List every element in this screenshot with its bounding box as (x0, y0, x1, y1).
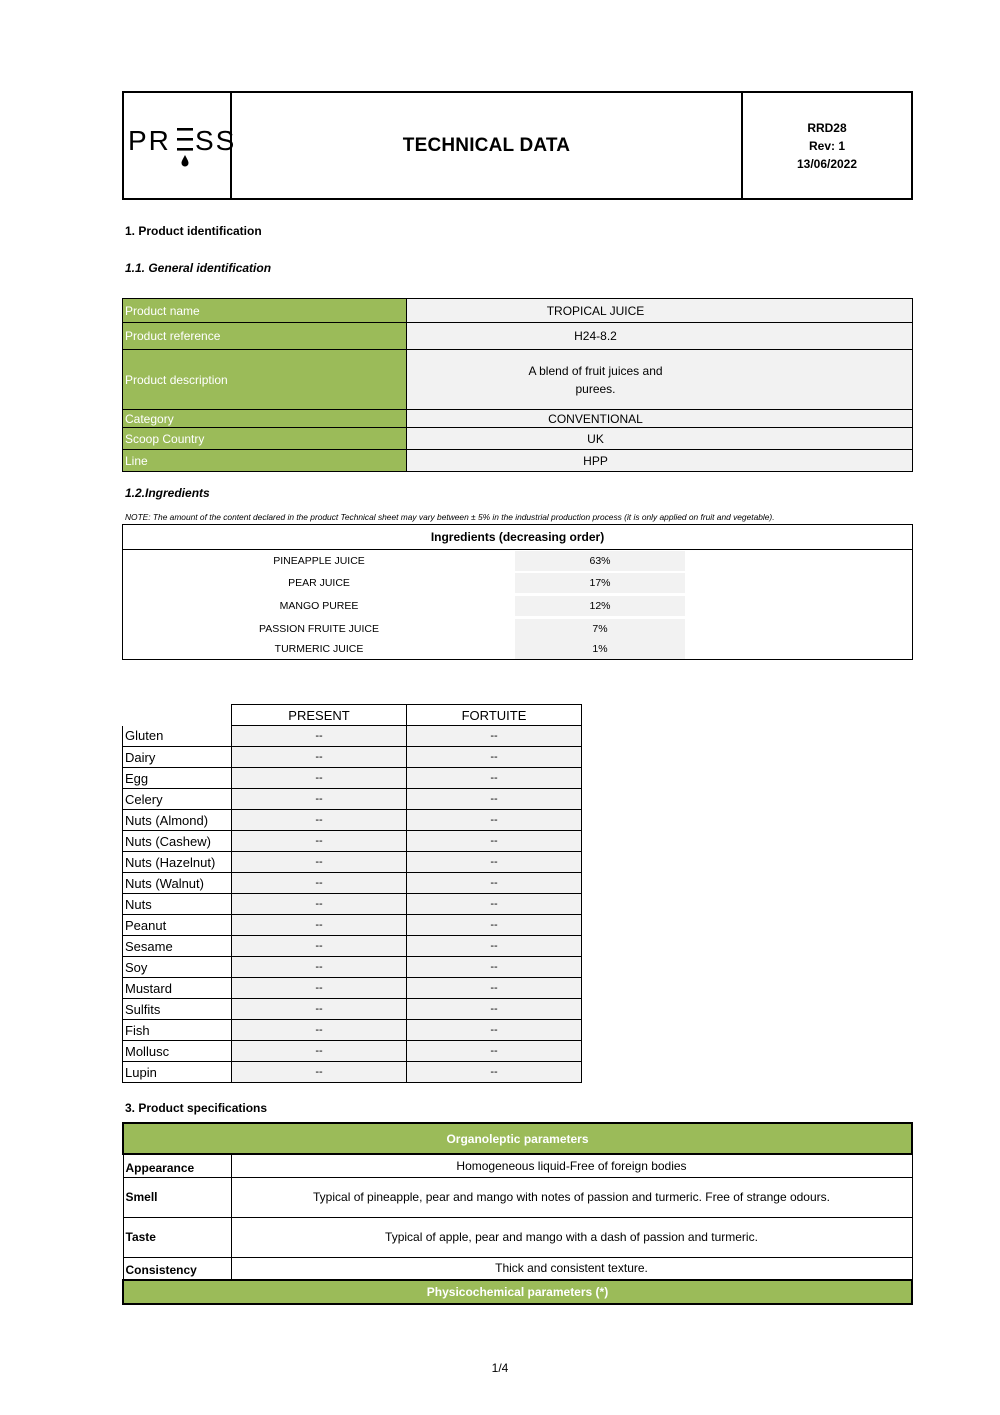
row-value: UK (407, 428, 913, 450)
subsection-general-identification: 1.1. General identification (125, 261, 272, 275)
document-header (122, 91, 913, 200)
allergen-fortuite: -- (407, 831, 582, 852)
ingredient-percentage: 63% (515, 551, 685, 571)
ingredients-table (122, 524, 913, 660)
allergen-name: Peanut (123, 915, 232, 936)
table-row (123, 1217, 912, 1257)
allergen-fortuite: -- (407, 726, 582, 747)
table-row (123, 410, 913, 428)
row-label: Product name (123, 299, 407, 323)
allergen-name: Nuts (123, 894, 232, 915)
allergen-present: -- (232, 1020, 407, 1041)
row-value: TROPICAL JUICE (407, 299, 913, 323)
allergen-present: -- (232, 936, 407, 957)
row-label: Product description (123, 350, 407, 410)
allergen-name: Fish (123, 1020, 232, 1041)
table-row (123, 957, 582, 978)
page-number: 1/4 (491, 1361, 509, 1375)
table-row (123, 831, 582, 852)
list-item (123, 596, 685, 616)
table-row (123, 1020, 582, 1041)
doc-date: 13/06/2022 (796, 156, 858, 171)
allergens-header-row (123, 705, 582, 726)
ingredient-name: MANGO PUREE (279, 600, 359, 612)
allergen-name: Gluten (123, 726, 232, 747)
allergen-fortuite: -- (407, 1041, 582, 1062)
allergen-name: Nuts (Cashew) (123, 831, 232, 852)
table-row (123, 450, 913, 472)
allergen-name: Sulfits (123, 999, 232, 1020)
ingredients-note: NOTE: The amount of the content declared in the product Technical sheet may vary between ± 5% in the industrial production process (it is only applied on fruit and vegetable). (125, 512, 775, 522)
allergen-fortuite: -- (407, 768, 582, 789)
allergen-present: -- (232, 894, 407, 915)
ingredient-name: TURMERIC JUICE (274, 643, 364, 655)
allergen-present: -- (232, 999, 407, 1020)
table-row (123, 1123, 912, 1154)
table-row (123, 1280, 912, 1304)
spec-value: Typical of apple, pear and mango with a dash of passion and turmeric. (231, 1217, 912, 1257)
general-identification-table (122, 298, 913, 472)
allergen-fortuite: -- (407, 1020, 582, 1041)
document-meta (741, 93, 911, 198)
spec-label: Consistency (123, 1257, 231, 1280)
allergen-name: Egg (123, 768, 232, 789)
allergen-name: Soy (123, 957, 232, 978)
allergen-fortuite: -- (407, 747, 582, 768)
ingredient-percentage: 7% (515, 619, 685, 639)
ingredient-name: PASSION FRUITE JUICE (259, 623, 379, 635)
table-row (123, 1177, 912, 1217)
allergen-present: -- (232, 852, 407, 873)
list-item (123, 619, 685, 639)
allergen-present: -- (232, 873, 407, 894)
table-row (123, 978, 582, 999)
table-row (123, 873, 582, 894)
row-value: HPP (407, 450, 913, 472)
table-row (123, 323, 913, 350)
allergen-name: Mustard (123, 978, 232, 999)
allergen-name: Sesame (123, 936, 232, 957)
allergen-name: Nuts (Hazelnut) (123, 852, 232, 873)
spec-value: Typical of pineapple, pear and mango with notes of passion and turmeric. Free of strange odours. (231, 1177, 912, 1217)
row-label: Category (123, 410, 407, 428)
spec-label: Taste (123, 1217, 231, 1257)
allergen-fortuite: -- (407, 1062, 582, 1083)
ingredient-name: PINEAPPLE JUICE (273, 555, 365, 567)
table-row (123, 1062, 582, 1083)
spec-value: Thick and consistent texture. (231, 1257, 912, 1280)
ingredient-name: PEAR JUICE (288, 577, 350, 589)
subsection-ingredients: 1.2.Ingredients (125, 486, 210, 500)
allergens-table (122, 704, 582, 1083)
ingredient-percentage: 17% (515, 573, 685, 593)
doc-code: RRD28 (807, 120, 847, 135)
organoleptic-header: Organoleptic parameters (123, 1123, 912, 1154)
row-label: Scoop Country (123, 428, 407, 450)
allergen-present: -- (232, 810, 407, 831)
allergen-present: -- (232, 957, 407, 978)
allergen-fortuite: -- (407, 999, 582, 1020)
spec-label: Smell (123, 1177, 231, 1217)
list-item (123, 573, 685, 593)
allergen-fortuite: -- (407, 915, 582, 936)
allergen-present: -- (232, 1041, 407, 1062)
allergen-present: -- (232, 726, 407, 747)
table-row (123, 428, 913, 450)
allergen-name: Celery (123, 789, 232, 810)
document-title: TECHNICAL DATA (402, 134, 571, 156)
table-row (123, 936, 582, 957)
allergen-present: -- (232, 747, 407, 768)
allergen-name: Mollusc (123, 1041, 232, 1062)
physicochemical-header: Physicochemical parameters (*) (123, 1280, 912, 1304)
press-logo-icon (128, 124, 237, 168)
table-row (123, 810, 582, 831)
svg-text:PR: PR (128, 124, 171, 156)
col-fortuite: FORTUITE (407, 705, 582, 726)
table-row (123, 350, 913, 410)
allergen-fortuite: -- (407, 936, 582, 957)
table-row (123, 1257, 912, 1280)
ingredient-percentage: 12% (515, 596, 685, 616)
table-row (123, 1041, 582, 1062)
allergen-present: -- (232, 789, 407, 810)
table-row (123, 1154, 912, 1177)
table-row (123, 915, 582, 936)
row-label: Line (123, 450, 407, 472)
allergen-fortuite: -- (407, 789, 582, 810)
row-value: CONVENTIONAL (407, 410, 913, 428)
allergen-fortuite: -- (407, 810, 582, 831)
specifications-table (122, 1122, 913, 1305)
allergen-fortuite: -- (407, 978, 582, 999)
allergen-name: Nuts (Almond) (123, 810, 232, 831)
allergen-present: -- (232, 1062, 407, 1083)
table-row (123, 894, 582, 915)
section-product-specifications: 3. Product specifications (125, 1101, 268, 1115)
table-row (123, 789, 582, 810)
ingredient-percentage: 1% (515, 639, 685, 659)
allergen-fortuite: -- (407, 957, 582, 978)
allergen-fortuite: -- (407, 894, 582, 915)
table-row (123, 726, 582, 747)
allergen-present: -- (232, 915, 407, 936)
allergen-fortuite: -- (407, 873, 582, 894)
list-item (123, 639, 685, 659)
allergen-name: Dairy (123, 747, 232, 768)
allergen-present: -- (232, 768, 407, 789)
allergen-name: Nuts (Walnut) (123, 873, 232, 894)
spec-label: Appearance (123, 1154, 231, 1177)
allergen-present: -- (232, 831, 407, 852)
row-label: Product reference (123, 323, 407, 350)
row-value: H24-8.2 (407, 323, 913, 350)
brand-logo (124, 93, 237, 198)
allergen-fortuite: -- (407, 852, 582, 873)
row-value: A blend of fruit juices and purees. (528, 363, 663, 396)
table-row (123, 747, 582, 768)
table-row (123, 852, 582, 873)
ingredients-header: Ingredients (decreasing order) (123, 525, 912, 550)
allergen-name: Lupin (123, 1062, 232, 1083)
section-product-identification: 1. Product identification (125, 224, 262, 238)
spec-value: Homogeneous liquid-Free of foreign bodies (231, 1154, 912, 1177)
allergen-present: -- (232, 978, 407, 999)
table-row (123, 768, 582, 789)
svg-text:SS: SS (195, 124, 237, 156)
col-present: PRESENT (232, 705, 407, 726)
table-row (123, 999, 582, 1020)
doc-revision: Rev: 1 (808, 138, 846, 153)
table-row (123, 299, 913, 323)
list-item (123, 551, 685, 571)
